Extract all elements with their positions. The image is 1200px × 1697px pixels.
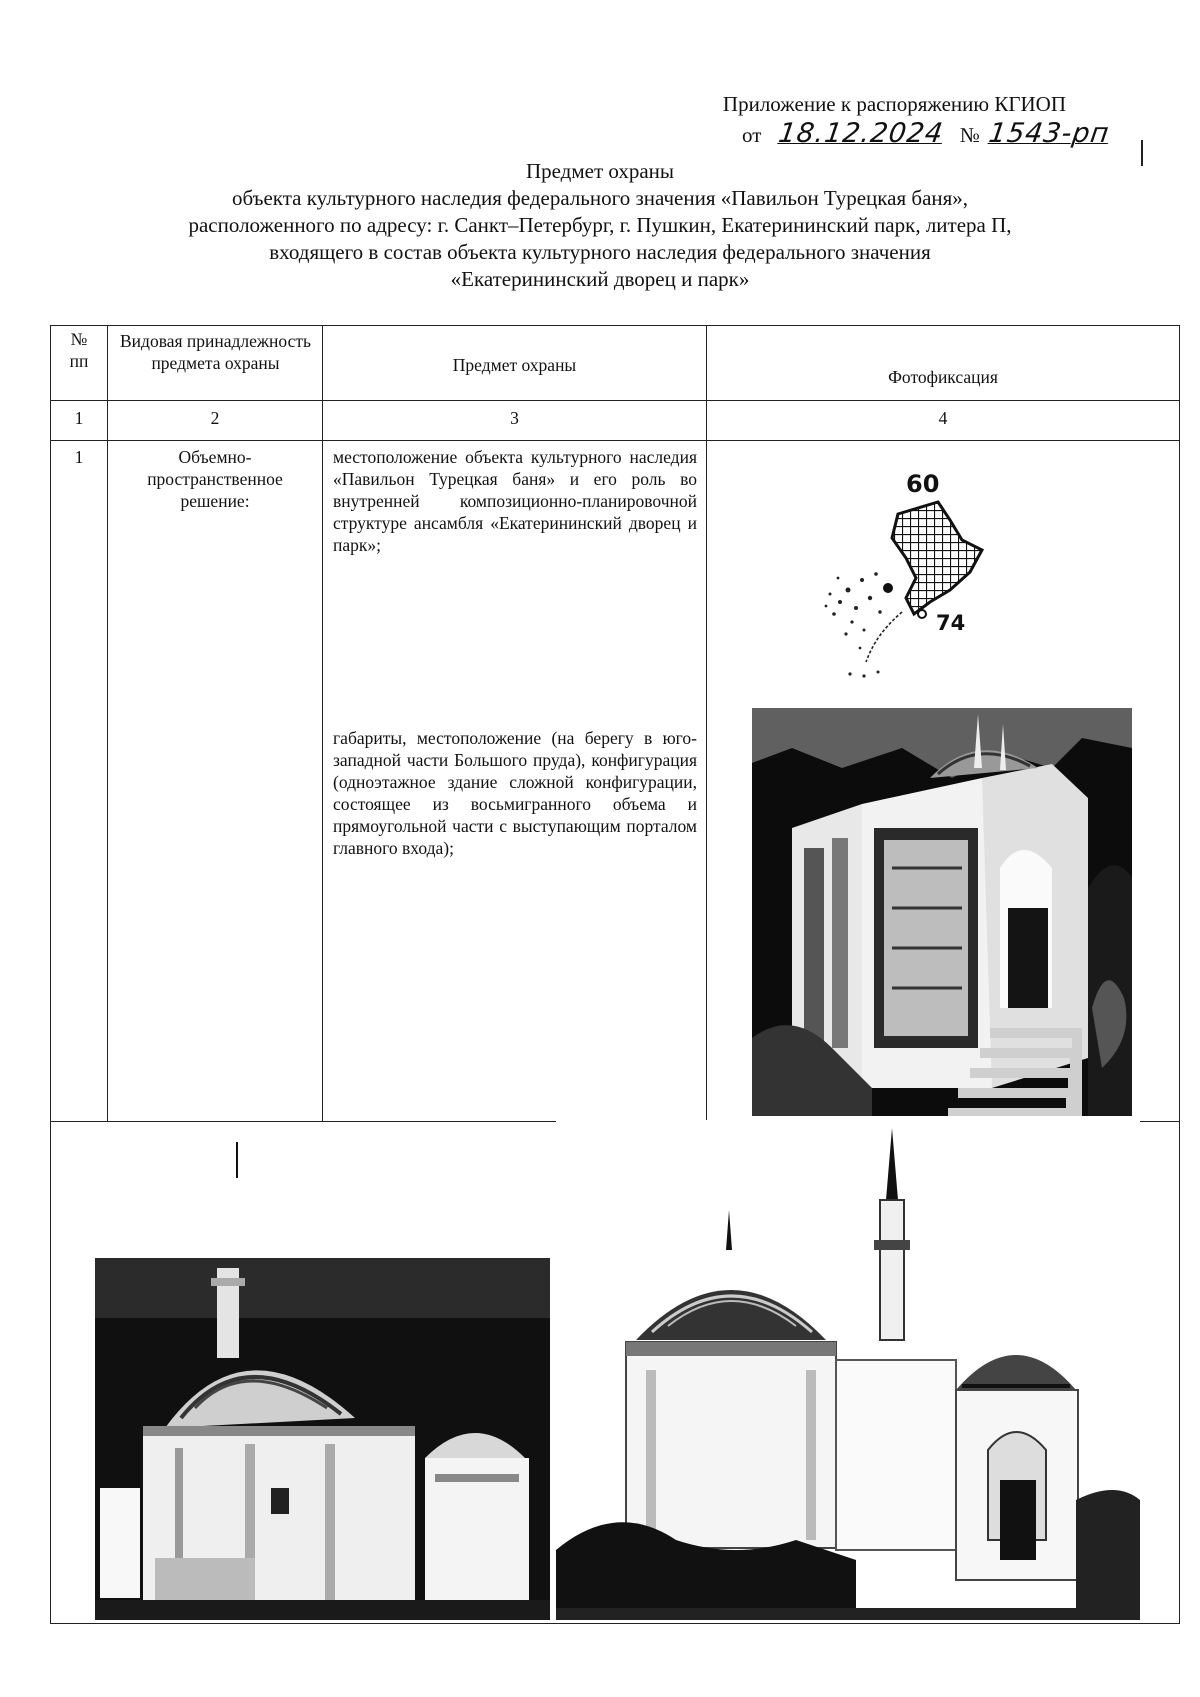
title-line-1: Предмет охраны <box>525 159 675 183</box>
title-line-3: расположенного по адресу: г. Санкт–Петербург, г. Пушкин, Екатерининский парк, литера П, <box>188 213 1012 237</box>
header-subject: Предмет охраны <box>452 355 577 375</box>
map-label-bottom: 74 <box>936 611 966 635</box>
row-text-dimensions: габариты, местоположение (на берегу в юго-западной части Большого пруда), конфигурация (одноэтажное здание сложной конфигурации, состоящее из восьмигранного объема и прямоугольной части с выступающим порталом главного входа); <box>333 728 697 858</box>
from-label: от <box>742 123 762 147</box>
col-number-2: 2 <box>210 408 220 428</box>
site-map-drawing <box>790 462 1000 688</box>
col-divider-2 <box>322 325 323 1121</box>
photo-pavilion-left-drawing <box>95 1258 550 1620</box>
table-border-right <box>1179 325 1180 1623</box>
order-line <box>742 118 1112 149</box>
header-photo: Фотофиксация <box>888 367 998 387</box>
row-text-location: местоположение объекта культурного наследия «Павильон Турецкая баня» и его роль во внутренней композиционно-планировочной структуре ансамбля «Екатерининский дворец и парк»; <box>333 447 697 555</box>
title-line-2: объекта культурного наследия федерального значения «Павильон Турецкая баня», <box>231 186 969 210</box>
table-border-numbers <box>50 440 1180 441</box>
photo-entrance-portal <box>752 708 1132 1116</box>
col-divider-3 <box>706 325 707 1121</box>
order-date: 18.12.2024 <box>776 118 946 149</box>
table-border-header <box>50 400 1180 401</box>
header-number-pp: пп <box>69 351 89 371</box>
table-border-top <box>50 325 1180 326</box>
photo-pavilion-right-drawing <box>556 1120 1140 1620</box>
header-number-sign: № <box>70 329 88 349</box>
photo-entrance-drawing <box>752 708 1132 1116</box>
col-number-3: 3 <box>510 408 519 428</box>
document-title <box>80 158 1120 293</box>
col-divider-1 <box>107 325 108 1121</box>
number-label: № <box>959 123 980 147</box>
order-number: 1543-рп <box>987 118 1112 149</box>
signature-stroke <box>1141 140 1143 166</box>
col-number-1: 1 <box>74 408 84 428</box>
photo-pavilion-right <box>556 1120 1140 1620</box>
site-map-fragment <box>790 462 1000 688</box>
col-number-4: 4 <box>938 408 948 428</box>
title-line-5: «Екатерининский дворец и парк» <box>450 267 750 291</box>
table-border-left <box>50 325 51 1623</box>
photo-pavilion-left <box>95 1258 550 1620</box>
map-label-top: 60 <box>906 470 940 498</box>
title-line-4: входящего в состав объекта культурного наследия федерального значения <box>269 240 931 264</box>
header-number <box>51 328 107 372</box>
margin-mark <box>236 1142 238 1178</box>
appendix-caption: Приложение к распоряжению КГИОП <box>722 92 1066 116</box>
header-type: Видовая принадлежность предмета охраны <box>120 331 311 373</box>
row-type: Объемно-пространственное решение: <box>147 447 283 511</box>
row-number: 1 <box>74 447 84 467</box>
table-border-bottom <box>50 1623 1180 1624</box>
